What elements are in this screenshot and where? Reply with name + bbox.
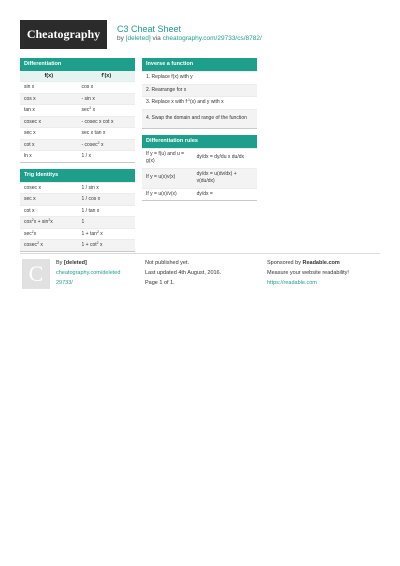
superscript: -1 <box>186 98 190 102</box>
cell-text: (x) and y with x <box>189 99 224 105</box>
trig-identities-section <box>20 169 135 252</box>
column-left <box>20 58 135 258</box>
step-text <box>142 97 257 109</box>
publish-status: Not published yet. <box>145 260 190 266</box>
footer-author-name: [deleted] <box>63 260 87 266</box>
footer-author-link[interactable]: cheatography.com/deleted <box>56 270 121 276</box>
footer-author <box>56 258 120 288</box>
differentiation-section <box>20 58 135 163</box>
sponsor-tagline: Measure your website readability! <box>267 270 349 276</box>
superscript: 2 <box>31 218 34 223</box>
differentiation-rules-heading: Differentiation rules <box>142 135 257 148</box>
superscript: 2 <box>97 140 100 145</box>
table-cell: sec x tan x <box>81 130 106 137</box>
table-row <box>20 205 135 217</box>
trig-identities-rows <box>20 182 135 251</box>
cell-text: cosec <box>24 242 38 249</box>
table-row <box>20 228 135 240</box>
table-row <box>20 104 135 116</box>
cell-text: x <box>99 141 104 148</box>
table-row <box>20 182 135 194</box>
avatar <box>22 259 50 289</box>
superscript: 2 <box>37 241 40 246</box>
sponsor-name: Readable.com <box>302 260 340 266</box>
differentiation-rows <box>20 81 135 162</box>
byline-prefix: by <box>117 35 124 42</box>
list-item <box>142 84 257 97</box>
table-row <box>20 127 135 139</box>
table-cell: sec x <box>24 130 36 137</box>
step-text: 4. Swap the domain and range of the function <box>146 114 247 121</box>
table-row <box>20 139 135 151</box>
page-number: Page 1 of 1. <box>145 280 175 286</box>
superscript: 2 <box>96 229 99 234</box>
table-cell <box>20 240 78 250</box>
table-cell: cosec x <box>24 184 41 191</box>
list-item <box>142 71 257 84</box>
trig-identities-heading: Trig Identitys <box>20 169 135 182</box>
cell-text: x <box>91 107 96 114</box>
table-cell <box>20 217 78 227</box>
footer-author-line <box>56 258 120 268</box>
table-cell <box>78 105 136 115</box>
cell-text: 1 + cot <box>81 242 97 249</box>
sponsor-line <box>267 258 349 268</box>
step-text: 2. Rearrange for x <box>146 86 187 93</box>
table-cell: - cosec x cot x <box>81 118 114 125</box>
table-row <box>20 150 135 162</box>
inverse-function-heading: Inverse a function <box>142 58 257 71</box>
table-cell: cos x <box>81 84 94 91</box>
footer-meta <box>145 258 221 288</box>
cell-text: x <box>98 230 103 237</box>
cell-text: x <box>50 219 53 226</box>
table-cell <box>78 229 136 239</box>
differentiation-rules-rows <box>142 148 257 201</box>
table-cell: If y = u(x)/v(x) <box>146 190 177 197</box>
cell-text: - cosec <box>81 141 98 148</box>
cell-text: x <box>98 242 103 249</box>
cell-text: cos <box>24 219 32 226</box>
table-cell: dy/dx = <box>196 190 213 197</box>
table-cell: sec x <box>24 196 36 203</box>
superscript: 2 <box>31 229 34 234</box>
footer-by-label: By <box>56 260 63 266</box>
cell-text: x <box>33 230 37 237</box>
cell-text: 1 + tan <box>81 230 97 237</box>
table-row <box>20 193 135 205</box>
table-cell: cot x <box>24 141 35 148</box>
cell-text: sec <box>81 107 90 114</box>
superscript: 2 <box>48 218 51 223</box>
table-row <box>20 116 135 128</box>
table-cell: cos x <box>24 95 36 102</box>
table-cell: ln x <box>24 153 32 160</box>
author-link[interactable]: [deleted] <box>125 35 151 42</box>
page-title: C3 Cheat Sheet <box>117 24 182 34</box>
column-header-fx: f(x) <box>44 73 54 79</box>
sponsor-link[interactable]: https://readable.com <box>267 280 317 286</box>
table-cell <box>78 240 136 250</box>
column-header-dfx: f'(x) <box>101 73 112 79</box>
cell-text: x + sin <box>33 219 49 226</box>
footer-author-link-cont[interactable]: 29733/ <box>56 280 73 286</box>
differentiation-heading: Differentiation <box>20 58 135 71</box>
differentiation-column-headers <box>20 71 135 81</box>
table-cell: dy/dx = u(dv/dx) + v(du/dx) <box>196 170 237 184</box>
inverse-function-section <box>142 58 257 129</box>
table-row <box>142 168 257 188</box>
last-updated: Last updated 4th August, 2016. <box>145 270 222 276</box>
table-cell: 1 / tan x <box>81 207 100 214</box>
step-text: 1. Replace f(x) with y <box>146 74 193 80</box>
table-cell: 1 / cos x <box>81 196 101 203</box>
table-row <box>142 148 257 168</box>
table-cell: 1 <box>81 219 85 226</box>
table-cell: 1 / x <box>81 153 91 160</box>
byline <box>117 35 262 42</box>
table-cell: cosec x <box>24 118 41 125</box>
cell-text: 3. Replace x with f <box>146 99 187 105</box>
table-cell: sin x <box>24 84 35 91</box>
inverse-function-steps <box>142 71 257 128</box>
table-cell: cot x <box>24 207 35 214</box>
differentiation-rules-section <box>142 135 257 202</box>
footer-sponsor <box>267 258 349 288</box>
table-cell <box>20 229 78 239</box>
superscript: 2 <box>96 241 99 246</box>
table-row <box>20 81 135 93</box>
logo-text: Cheatography <box>26 27 101 41</box>
list-item <box>142 109 257 128</box>
footer-divider <box>20 253 380 254</box>
sheet-url-link[interactable]: cheatography.com/29733/cs/8782/ <box>162 35 262 42</box>
table-row <box>142 188 257 201</box>
avatar-letter-icon: C <box>28 261 44 286</box>
table-row <box>20 239 135 251</box>
table-cell: If y = u(x)v(x) <box>146 174 176 181</box>
table-row <box>20 216 135 228</box>
table-cell: 1 / sin x <box>81 184 99 191</box>
table-row <box>20 93 135 105</box>
sponsor-prefix: Sponsored by <box>267 260 301 266</box>
column-middle <box>142 58 257 207</box>
logo[interactable] <box>20 20 107 49</box>
table-cell <box>78 140 136 150</box>
table-cell: dy/dx = dy/du x du/dx <box>196 154 244 161</box>
cell-text: sec <box>24 230 32 237</box>
byline-via: via <box>152 35 161 42</box>
cell-text: x <box>39 242 43 249</box>
table-cell: - sin x <box>81 95 95 102</box>
table-cell: tan x <box>24 107 35 114</box>
superscript: 2 <box>89 106 92 111</box>
table-cell: If y = f(u) and u = g(x) <box>146 150 185 164</box>
list-item <box>142 96 257 109</box>
